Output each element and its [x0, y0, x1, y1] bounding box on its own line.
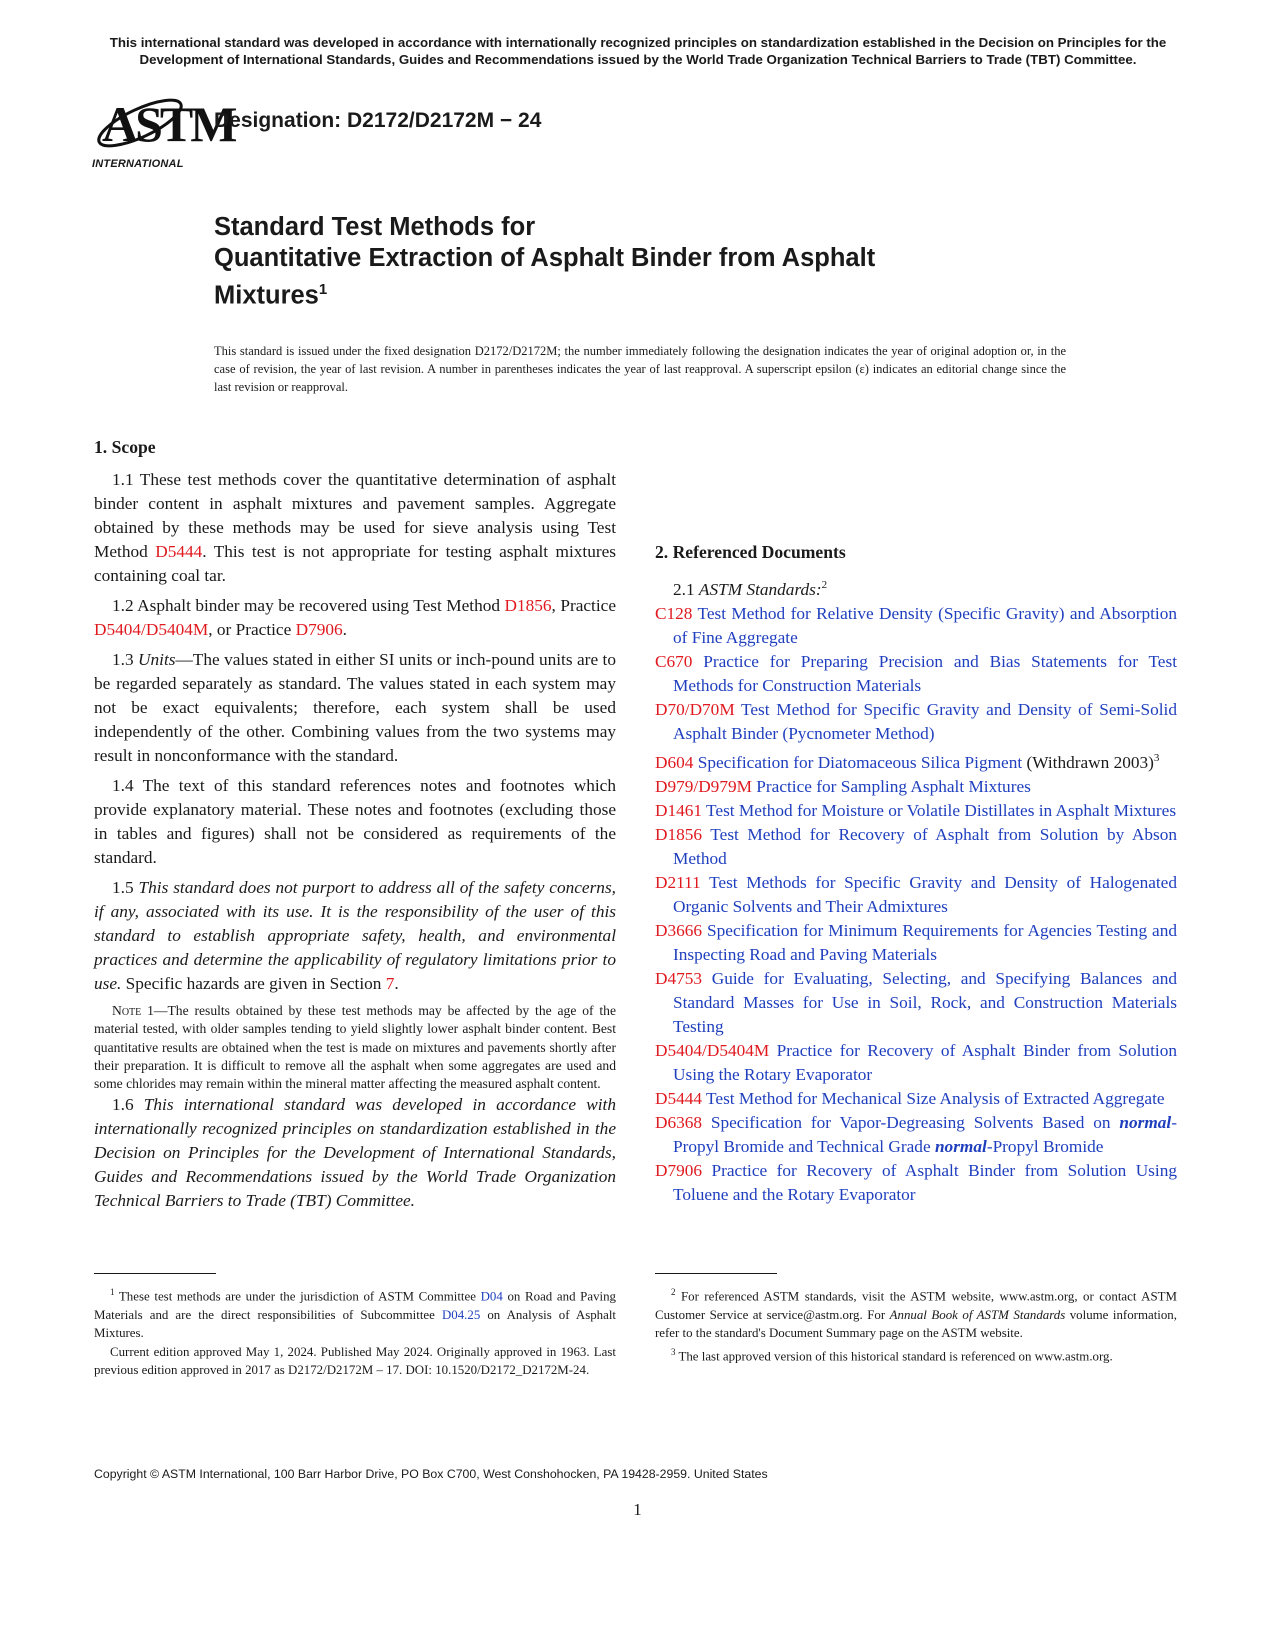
- reference-title-link[interactable]: Specification for Minimum Requirements for Agencies Testing and Inspecting Road and Paving Materials: [673, 920, 1177, 964]
- svg-text:ASTM: ASTM: [102, 96, 235, 152]
- paragraph-1-6: 1.6 This international standard was developed in accordance with internationally recognized principles on standardization established in the Decision on Principles for the Development of International Standards, Guides and Recommendations issued by the World Trade Organization Technical Barriers to Trade (TBT) Committee.: [94, 1095, 616, 1211]
- section-heading-scope: 1. Scope: [94, 437, 156, 457]
- page-number: 1: [633, 1500, 642, 1519]
- reference-title-link[interactable]: Test Method for Moisture or Volatile Distillates in Asphalt Mixtures: [702, 800, 1177, 820]
- link-d1856[interactable]: D1856: [504, 596, 552, 615]
- reference-title-link[interactable]: Specification for Diatomaceous Silica Pigment: [693, 752, 1023, 772]
- link-d7906[interactable]: D7906: [295, 620, 343, 639]
- paragraph-1-2: 1.2 Asphalt binder may be recovered using Test Method D1856, Practice D5404/D5404M, or Practice D7906.: [94, 596, 616, 639]
- reference-code-link[interactable]: D1461: [655, 800, 703, 820]
- reference-title-link[interactable]: Test Method for Mechanical Size Analysis of Extracted Aggregate: [702, 1088, 1165, 1108]
- reference-item: [655, 1087, 1177, 1111]
- reference-title-link[interactable]: -Propyl Bromide and Technical Grade: [673, 1112, 1177, 1156]
- link-d5444[interactable]: D5444: [155, 542, 203, 561]
- link-section-7[interactable]: 7: [385, 974, 395, 993]
- title-line-1: Standard Test Methods for: [214, 213, 536, 241]
- section-heading-referenced-documents: 2. Referenced Documents: [655, 542, 846, 562]
- designation: Designation: D2172/D2172M − 24: [214, 109, 542, 132]
- standard-notice: This international standard was developed in accordance with internationally recognized principles on standardization established in the Decision on Principles for the Development of International Standards, Guides and Recommendations issued by the World Trade Organization Technical Barriers to Trade (TBT) Committee.: [109, 35, 1167, 67]
- reference-item: [655, 698, 1177, 746]
- title-line-3: Mixtures$^1$: [214, 281, 328, 310]
- title-line-2: Quantitative Extraction of Asphalt Binder from Asphalt: [214, 244, 876, 272]
- reference-title-link[interactable]: Test Method for Relative Density (Specific Gravity) and Absorption of Fine Aggregate: [673, 603, 1177, 647]
- reference-code-link[interactable]: D1856: [655, 824, 703, 844]
- reference-item: [655, 746, 1177, 775]
- paragraph-1-4: 1.4 The text of this standard references notes and footnotes which provide explanatory material. These notes and footnotes (excluding those in tables and figures) shall not be considered as requirements of the standard.: [94, 776, 616, 867]
- title-footnote-mark[interactable]: 1: [318, 281, 328, 298]
- reference-list: [655, 602, 1177, 1207]
- reference-code-link[interactable]: D7906: [655, 1160, 703, 1180]
- reference-code-link[interactable]: D70/D70M: [655, 699, 735, 719]
- reference-code-link[interactable]: D604: [655, 752, 694, 772]
- footnote-rule-left: [94, 1273, 216, 1274]
- left-column: [94, 435, 616, 1219]
- reference-code-link[interactable]: D6368: [655, 1112, 703, 1132]
- paragraph-1-5: 1.5 This standard does not purport to address all of the safety concerns, if any, associated with its use. It is the responsibility of the user of this standard to establish appropriate safety, health, and environmental practices and determine the applicability of regulatory limitations prior to use. Specific hazards are given in Section 7.: [94, 878, 616, 993]
- reference-title-link[interactable]: Practice for Recovery of Asphalt Binder from Solution Using the Rotary Evaporator: [673, 1040, 1177, 1084]
- reference-title-emphasis[interactable]: normal: [1119, 1112, 1172, 1132]
- footnote-rule-right: [655, 1273, 777, 1274]
- reference-item: [655, 1039, 1177, 1087]
- reference-title-link[interactable]: Guide for Evaluating, Selecting, and Specifying Balances and Standard Masses for Use in Soil, Rock, and Construction Materials Testing: [673, 968, 1177, 1036]
- reference-title-link[interactable]: -Propyl Bromide: [986, 1136, 1104, 1156]
- footnote-2-3: $^2$ For referenced ASTM standards, visit the ASTM website, www.astm.org, or contact ASTM Customer Service at service@astm.org. For Annual Book of ASTM Standards volume information, refer to the standard's Document Summary page on the ASTM website. $^3$ The last approved version of this historical standard is referenced on www.astm.org.: [655, 1287, 1177, 1363]
- reference-item: [655, 1111, 1177, 1159]
- reference-code-link[interactable]: D979/D979M: [655, 776, 752, 796]
- reference-title-link[interactable]: Specification for Vapor-Degreasing Solvents Based on: [702, 1112, 1120, 1132]
- link-d5404[interactable]: D5404/D5404M: [94, 620, 209, 639]
- reference-title-link[interactable]: Test Method for Recovery of Asphalt from Solution by Abson Method: [673, 824, 1177, 868]
- reference-title-link[interactable]: Test Method for Specific Gravity and Density of Semi-Solid Asphalt Binder (Pycnometer Method): [673, 699, 1177, 743]
- issue-note: This standard is issued under the fixed designation D2172/D2172M; the number immediately following the designation indicates the year of original adoption or, in the case of revision, the year of last revision. A number in parentheses indicates the year of last reapproval. A superscript epsilon (ε) indicates an editorial change since the last revision or reapproval.: [214, 344, 1066, 394]
- reference-item: [655, 823, 1177, 871]
- reference-item: [655, 650, 1177, 698]
- reference-code-link[interactable]: C670: [655, 651, 693, 671]
- reference-title-link[interactable]: Practice for Preparing Precision and Bias Statements for Test Methods for Construction Materials: [673, 651, 1177, 695]
- reference-footnote-mark[interactable]: 3: [1153, 751, 1160, 764]
- reference-title-emphasis[interactable]: normal: [934, 1136, 987, 1156]
- reference-item: [655, 871, 1177, 919]
- copyright: Copyright © ASTM International, 100 Barr Harbor Drive, PO Box C700, West Conshohocken, PA 19428-2959. United States: [94, 1467, 768, 1481]
- reference-item: [655, 967, 1177, 1039]
- reference-title-link[interactable]: Practice for Recovery of Asphalt Binder from Solution Using Toluene and the Rotary Evaporator: [673, 1160, 1177, 1204]
- paragraph-1-3: 1.3 Units—The values stated in either SI units or inch-pound units are to be regarded separately as standard. The values stated in each system may not be exact equivalents; therefore, each system shall be used independently of the other. Combining values from the two systems may result in nonconformance with the standard.: [94, 650, 616, 765]
- reference-withdrawn-note: (Withdrawn 2003): [1022, 752, 1154, 772]
- astm-standards-intro: 2.1 ASTM Standards:$^2$: [673, 579, 828, 599]
- reference-code-link[interactable]: D2111: [655, 872, 701, 892]
- link-committee-d04[interactable]: D04: [480, 1289, 503, 1304]
- astm-logo: [88, 86, 235, 176]
- reference-item: [655, 602, 1177, 650]
- reference-item: [655, 1159, 1177, 1207]
- logo-caption: INTERNATIONAL: [92, 158, 184, 170]
- note-1: Note 1—The results obtained by these test methods may be affected by the age of the material tested, with older samples tending to yield slightly lower asphalt binder content. Best quantitative results are obtained when the test is made on mixtures and pavements shortly after their preparation. It is difficult to remove all the asphalt when some aggregates are used and some chlorides may remain within the mineral matter affecting the measured asphalt content.: [94, 1003, 616, 1092]
- right-column: [655, 540, 1177, 1207]
- reference-code-link[interactable]: D3666: [655, 920, 703, 940]
- reference-title-link[interactable]: Test Methods for Specific Gravity and Density of Halogenated Organic Solvents and Their Admixtures: [673, 872, 1177, 916]
- link-subcommittee-d04-25[interactable]: D04.25: [441, 1307, 481, 1322]
- reference-code-link[interactable]: D4753: [655, 968, 703, 988]
- reference-title-link[interactable]: Practice for Sampling Asphalt Mixtures: [751, 776, 1031, 796]
- document-title: [214, 212, 1014, 312]
- footnote-1: $^1$ These test methods are under the jurisdiction of ASTM Committee D04 on Road and Paving Materials and are the direct responsibilities of Subcommittee D04.25 on Analysis of Asphalt Mixtures. Current edition approved May 1, 2024. Published May 2024. Originally approved in 1963. Last previous edition approved in 2017 as D2172/D2172M – 17. DOI: 10.1520/D2172_D2172M-24.: [94, 1287, 616, 1377]
- reference-code-link[interactable]: C128: [655, 603, 693, 623]
- paragraph-1-1: 1.1 These test methods cover the quantitative determination of asphalt binder content in asphalt mixtures and pavement samples. Aggregate obtained by these methods may be used for sieve analysis using Test Method D5444. This test is not appropriate for testing asphalt mixtures containing coal tar.: [94, 470, 616, 585]
- reference-code-link[interactable]: D5404/D5404M: [655, 1040, 770, 1060]
- reference-item: [655, 775, 1177, 799]
- reference-item: [655, 919, 1177, 967]
- reference-item: [655, 799, 1177, 823]
- reference-code-link[interactable]: D5444: [655, 1088, 703, 1108]
